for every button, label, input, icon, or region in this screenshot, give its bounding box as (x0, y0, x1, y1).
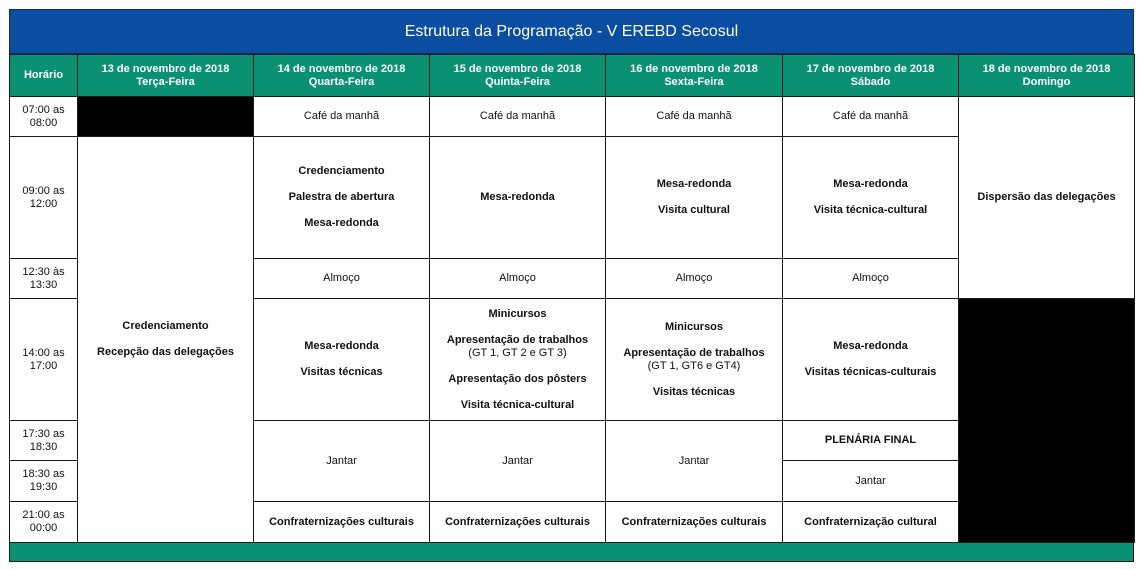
cell-morning-wed: Credenciamento Palestra de abertura Mesa-redonda (254, 137, 430, 259)
header-day-wed: 14 de novembro de 2018 Quarta-Feira (254, 55, 430, 97)
time-cell: 12:30 às 13:30 (10, 259, 78, 299)
cell-almoco-fri: Almoço (606, 259, 783, 299)
cell-morning-fri: Mesa-redonda Visita cultural (606, 137, 783, 259)
cell-afternoon-sat: Mesa-redonda Visitas técnicas-culturais (783, 299, 959, 421)
cell-afternoon-thu: Minicursos Apresentação de trabalhos (GT 1, GT 2 e GT 3) Apresentação dos pôsters Visita técnica-cultural (430, 299, 606, 421)
cell-afternoon-wed: Mesa-redonda Visitas técnicas (254, 299, 430, 421)
cell-morning-thu: Mesa-redonda (430, 137, 606, 259)
time-cell: 09:00 as 12:00 (10, 137, 78, 259)
blank-cell (959, 299, 1135, 543)
cell-cafe-fri: Café da manhã (606, 97, 783, 137)
schedule-title: Estrutura da Programação - V EREBD Secosul (9, 9, 1134, 54)
cell-almoco-sat: Almoço (783, 259, 959, 299)
cell-plenaria-sat: PLENÁRIA FINAL (783, 421, 959, 461)
footer-bar (9, 543, 1134, 562)
cell-confrat-thu: Confraternizações culturais (430, 502, 606, 543)
cell-afternoon-fri: Minicursos Apresentação de trabalhos (GT 1, GT6 e GT4) Visitas técnicas (606, 299, 783, 421)
cell-jantar-wed: Jantar (254, 421, 430, 502)
cell-cafe-wed: Café da manhã (254, 97, 430, 137)
row-0700 (10, 97, 1135, 137)
header-day-thu: 15 de novembro de 2018 Quinta-Feira (430, 55, 606, 97)
cell-jantar-thu: Jantar (430, 421, 606, 502)
cell-cafe-thu: Café da manhã (430, 97, 606, 137)
time-cell: 18:30 as 19:30 (10, 461, 78, 502)
cell-morning-sat: Mesa-redonda Visita técnica-cultural (783, 137, 959, 259)
cell-confrat-wed: Confraternizações culturais (254, 502, 430, 543)
schedule-table (9, 54, 1135, 543)
schedule-wrapper (9, 9, 1134, 562)
cell-jantar-sat: Jantar (783, 461, 959, 502)
cell-cafe-sat: Café da manhã (783, 97, 959, 137)
time-cell: 07:00 as 08:00 (10, 97, 78, 137)
time-cell: 21:00 as 00:00 (10, 502, 78, 543)
cell-almoco-wed: Almoço (254, 259, 430, 299)
time-cell: 17:30 as 18:30 (10, 421, 78, 461)
time-cell: 14:00 as 17:00 (10, 299, 78, 421)
header-day-tue: 13 de novembro de 2018 Terça-Feira (78, 55, 254, 97)
cell-confrat-fri: Confraternizações culturais (606, 502, 783, 543)
header-horario: Horário (10, 55, 78, 97)
header-row (10, 55, 1135, 97)
header-day-sat: 17 de novembro de 2018 Sábado (783, 55, 959, 97)
cell-jantar-fri: Jantar (606, 421, 783, 502)
cell-dispersao-sun: Dispersão das delegações (959, 97, 1135, 299)
cell-confrat-sat: Confraternização cultural (783, 502, 959, 543)
cell-credenciamento-tue: Credenciamento Recepção das delegações (78, 137, 254, 543)
blank-cell (78, 97, 254, 137)
cell-almoco-thu: Almoço (430, 259, 606, 299)
header-day-fri: 16 de novembro de 2018 Sexta-Feira (606, 55, 783, 97)
header-day-sun: 18 de novembro de 2018 Domingo (959, 55, 1135, 97)
